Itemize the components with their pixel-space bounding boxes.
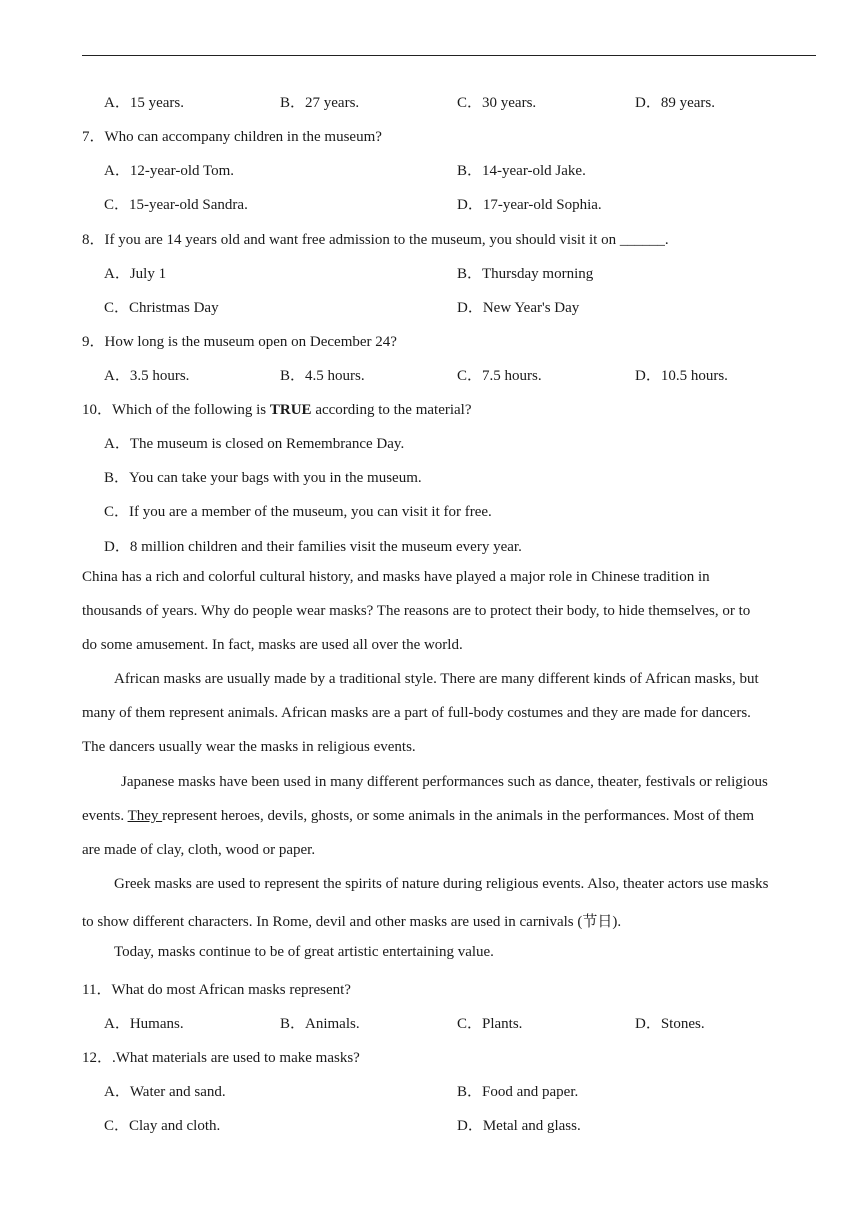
q11-option-b[interactable]: B．Animals. bbox=[280, 1016, 360, 1032]
q10-stem bbox=[82, 398, 472, 419]
passage-p3-line3: are made of clay, cloth, wood or paper. bbox=[82, 842, 316, 858]
q9-option-a[interactable]: A．3.5 hours. bbox=[104, 368, 190, 384]
q10-stem-bold: TRUE bbox=[269, 402, 312, 418]
q10-stem-pre: 10．Which of the following is bbox=[82, 402, 270, 418]
q12-option-a[interactable]: A．Water and sand. bbox=[104, 1084, 226, 1100]
q8-stem: 8．If you are 14 years old and want free admission to the museum, you should visit it on ______. bbox=[82, 232, 669, 248]
passage-p2-line3: The dancers usually wear the masks in religious events. bbox=[82, 739, 416, 755]
passage-p3-line2-pre: events. bbox=[82, 808, 128, 824]
q6-option-a[interactable]: A．15 years. bbox=[104, 95, 184, 111]
passage-p4-line1: Greek masks are used to represent the spirits of nature during religious events. Also, theater actors use masks bbox=[114, 876, 769, 892]
passage-p1-line1: China has a rich and colorful cultural history, and masks have played a major role in Chinese tradition in bbox=[82, 569, 710, 585]
q10-option-c[interactable]: C．If you are a member of the museum, you can visit it for free. bbox=[104, 504, 492, 520]
q10-option-d[interactable]: D．8 million children and their families visit the museum every year. bbox=[104, 539, 522, 555]
q7-option-d[interactable]: D．17-year-old Sophia. bbox=[457, 197, 602, 213]
q7-stem: 7．Who can accompany children in the museum? bbox=[82, 129, 382, 145]
q6-option-d[interactable]: D．89 years. bbox=[635, 95, 715, 111]
q8-option-d[interactable]: D．New Year's Day bbox=[457, 300, 580, 316]
q11-option-c[interactable]: C．Plants. bbox=[457, 1016, 523, 1032]
q7-option-b[interactable]: B．14-year-old Jake. bbox=[457, 163, 586, 179]
q12-option-c[interactable]: C．Clay and cloth. bbox=[104, 1118, 221, 1134]
q9-option-b[interactable]: B．4.5 hours. bbox=[280, 368, 365, 384]
passage-p4-line2: to show different characters. In Rome, devil and other masks are used in carnivals (节日). bbox=[82, 914, 622, 930]
passage-p1-line2: thousands of years. Why do people wear masks? The reasons are to protect their body, to hide themselves, or to bbox=[82, 603, 751, 619]
q9-option-c[interactable]: C．7.5 hours. bbox=[457, 368, 542, 384]
q8-option-c[interactable]: C．Christmas Day bbox=[104, 300, 219, 316]
passage-p3-line2 bbox=[82, 808, 754, 825]
q7-option-a[interactable]: A．12-year-old Tom. bbox=[104, 163, 235, 179]
passage-p1-line3: do some amusement. In fact, masks are used all over the world. bbox=[82, 637, 463, 653]
q12-option-d[interactable]: D．Metal and glass. bbox=[457, 1118, 581, 1134]
header-rule bbox=[82, 55, 816, 56]
q10-stem-post: according to the material? bbox=[311, 402, 472, 418]
q11-option-a[interactable]: A．Humans. bbox=[104, 1016, 184, 1032]
q9-stem: 9．How long is the museum open on December 24? bbox=[82, 334, 397, 350]
q11-option-d[interactable]: D．Stones. bbox=[635, 1016, 705, 1032]
q9-option-d[interactable]: D．10.5 hours. bbox=[635, 368, 728, 384]
q12-stem: 12．.What materials are used to make masks? bbox=[82, 1050, 360, 1066]
q7-option-c[interactable]: C．15-year-old Sandra. bbox=[104, 197, 248, 213]
passage-p5: Today, masks continue to be of great artistic entertaining value. bbox=[114, 944, 494, 960]
q12-option-b[interactable]: B．Food and paper. bbox=[457, 1084, 579, 1100]
passage-p3-line2-post: represent heroes, devils, ghosts, or some animals in the animals in the performances. Most of them bbox=[162, 808, 755, 824]
q11-stem: 11．What do most African masks represent? bbox=[82, 982, 351, 998]
q10-option-b[interactable]: B．You can take your bags with you in the museum. bbox=[104, 470, 422, 486]
passage-p2-line1: African masks are usually made by a traditional style. There are many different kinds of African masks, but bbox=[114, 671, 759, 687]
passage-p3-line1: Japanese masks have been used in many different performances such as dance, theater, festivals or religious bbox=[121, 774, 768, 790]
q8-option-a[interactable]: A．July 1 bbox=[104, 266, 167, 282]
passage-p2-line2: many of them represent animals. African masks are a part of full-body costumes and they are made for dancers. bbox=[82, 705, 751, 721]
passage-p3-underlined-they: They bbox=[127, 808, 163, 824]
q6-option-b[interactable]: B．27 years. bbox=[280, 95, 360, 111]
q8-option-b[interactable]: B．Thursday morning bbox=[457, 266, 594, 282]
q10-option-a[interactable]: A．The museum is closed on Remembrance Day. bbox=[104, 436, 405, 452]
q6-option-c[interactable]: C．30 years. bbox=[457, 95, 537, 111]
